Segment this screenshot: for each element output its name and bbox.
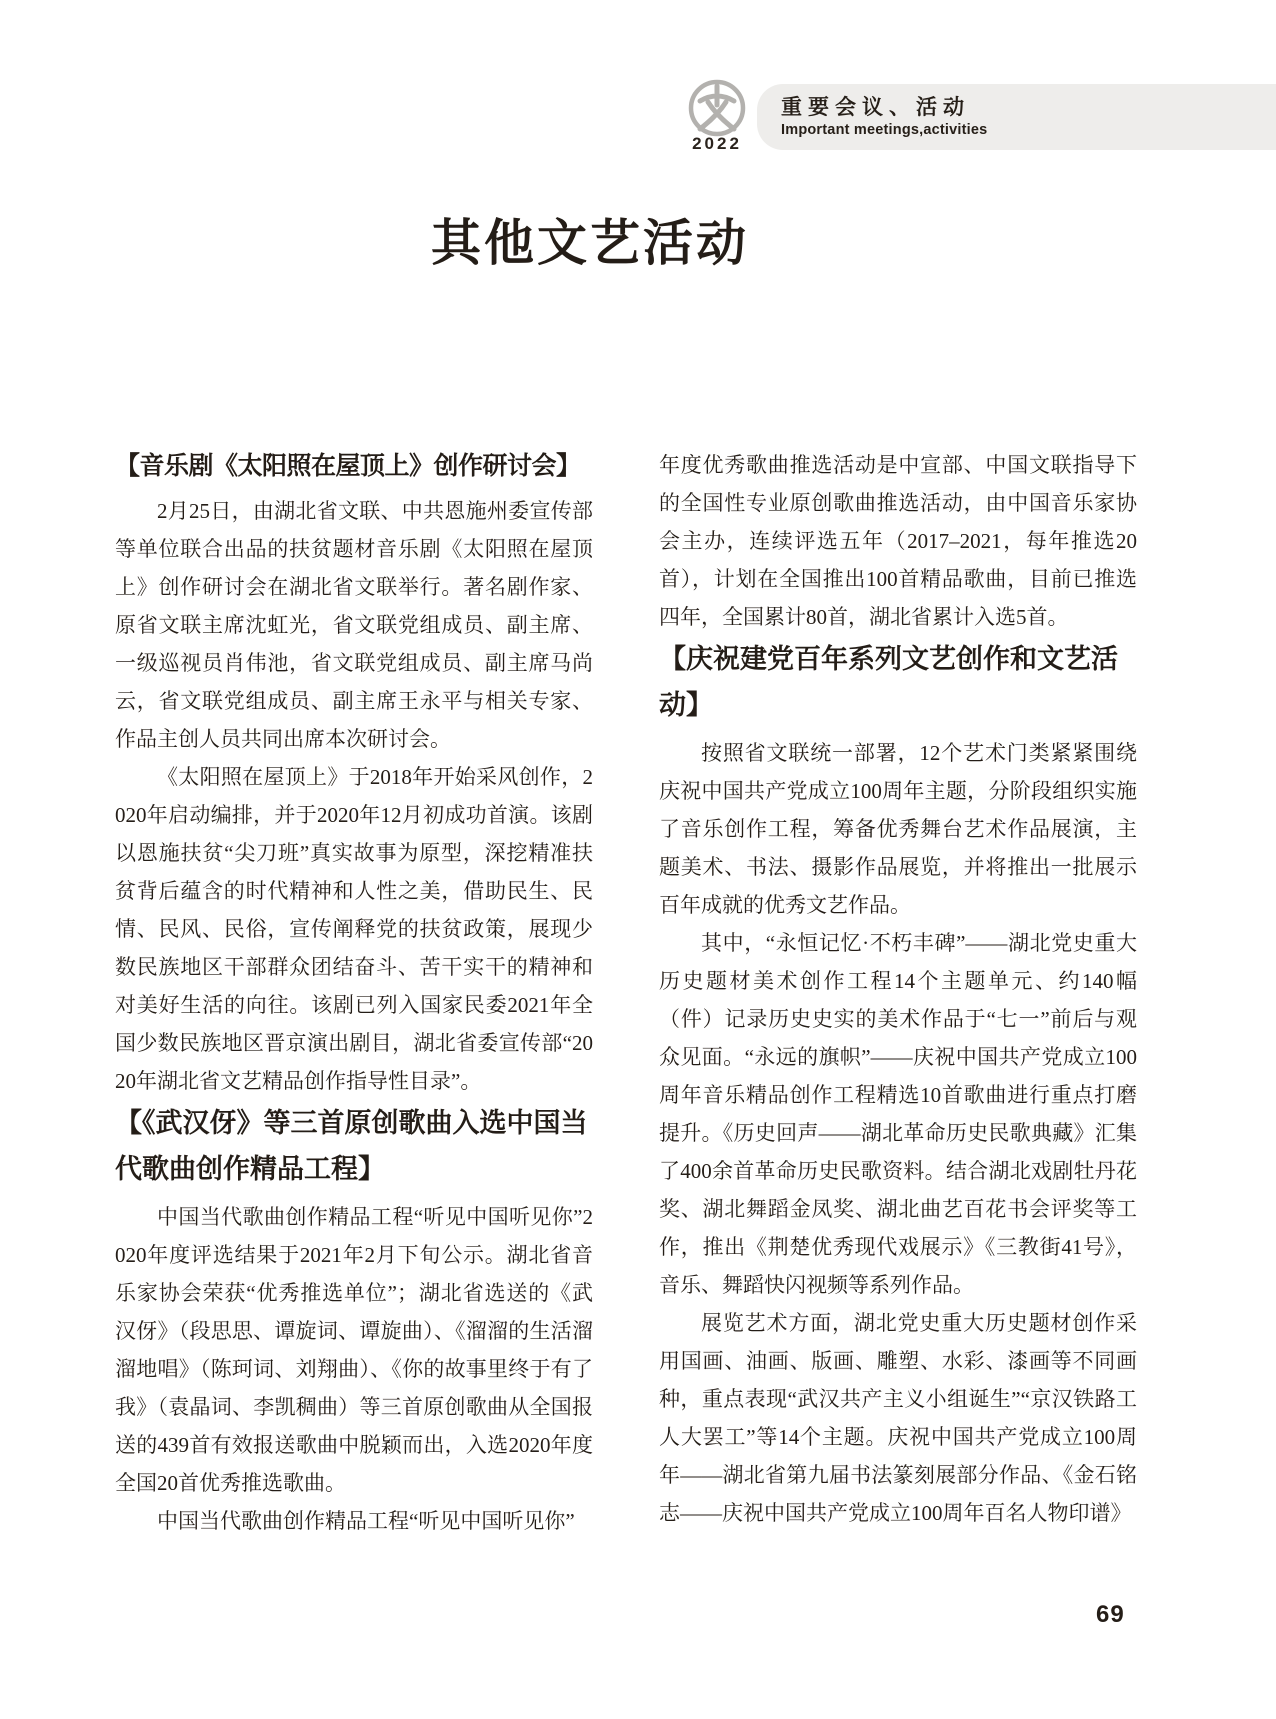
section-heading-party-centenary: 【庆祝建党百年系列文艺创作和文艺活动】 [659, 644, 1118, 720]
page-title: 其他文艺活动 [431, 215, 749, 271]
section-heading-songs-selected: 【《武汉伢》等三首原创歌曲入选中国当代歌曲创作精品工程】 [115, 1108, 588, 1184]
header-category-subtitle: Important meetings,activities [781, 122, 988, 138]
paragraph-continued: 年度优秀歌曲推选活动是中宣部、中国文联指导下的全国性专业原创歌曲推选活动，由中国音乐家协会主办，连续评选五年（2017–2021，每年推选20首），计划在全国推出100首精品歌曲，目前已推选四年，全国累计80首，湖北省累计入选5首。 [659, 453, 1137, 629]
paragraph: 《太阳照在屋顶上》于2018年开始采风创作，2020年启动编排，并于2020年12月初成功首演。该剧以恩施扶贫“尖刀班”真实故事为原型，深挖精准扶贫背后蕴含的时代精神和人性之美，借助民生、民情、民风、民俗，宣传阐释党的扶贫政策，展现少数民族地区干部群众团结奋斗、苦干实干的精神和对美好生活的向往。该剧已列入国家民委2021年全国少数民族地区晋京演出剧目，湖北省委宣传部“2020年湖北省文艺精品创作指导性目录”。 [115, 765, 593, 1093]
paragraph: 2月25日，由湖北省文联、中共恩施州委宣传部等单位联合出品的扶贫题材音乐剧《太阳照在屋顶上》创作研讨会在湖北省文联举行。著名剧作家、原省文联主席沈虹光，省文联党组成员、副主席、一级巡视员肖伟池，省文联党组成员、副主席马尚云，省文联党组成员、副主席王永平与相关专家、作品主创人员共同出席本次研讨会。 [115, 499, 593, 751]
page-number: 69 [1096, 1601, 1125, 1628]
header-year: 2022 [692, 134, 742, 153]
header-category-badge [757, 84, 1276, 150]
paragraph: 中国当代歌曲创作精品工程“听见中国听见你”2020年度评选结果于2021年2月下旬公示。湖北省音乐家协会荣获“优秀推选单位”；湖北省选送的《武汉伢》（段思思、谭旋词、谭旋曲）、《溜溜的生活溜溜地唱》（陈珂词、刘翔曲）、《你的故事里终于有了我》（袁晶词、李凯稠曲）等三首原创歌曲从全国报送的439首有效报送歌曲中脱颖而出，入选2020年度全国20首优秀推选歌曲。 [115, 1205, 593, 1495]
wenlian-emblem-icon [687, 78, 747, 138]
header-category-title: 重要会议、活动 [781, 96, 970, 119]
left-column [115, 446, 593, 1540]
section-heading-musical-symposium: 【音乐剧《太阳照在屋顶上》创作研讨会】 [115, 452, 581, 480]
paragraph: 其中，“永恒记忆·不朽丰碑”——湖北党史重大历史题材美术创作工程14个主题单元、约140幅（件）记录历史史实的美术作品于“七一”前后与观众见面。“永远的旗帜”——庆祝中国共产党成立100周年音乐精品创作工程精选10首歌曲进行重点打磨提升。《历史回声——湖北革命历史民歌典藏》汇集了400余首革命历史民歌资料。结合湖北戏剧牡丹花奖、湖北舞蹈金凤奖、湖北曲艺百花书会评奖等工作，推出《荆楚优秀现代戏展示》《三教街41号》，音乐、舞蹈快闪视频等系列作品。 [659, 931, 1137, 1297]
paragraph: 按照省文联统一部署，12个艺术门类紧紧围绕庆祝中国共产党成立100周年主题，分阶段组织实施了音乐创作工程，筹备优秀舞台艺术作品展演，主题美术、书法、摄影作品展览，并将推出一批展示百年成就的优秀文艺作品。 [659, 741, 1137, 917]
right-column [659, 446, 1137, 1532]
paragraph: 中国当代歌曲创作精品工程“听见中国听见你” [157, 1509, 575, 1533]
paragraph: 展览艺术方面，湖北党史重大历史题材创作采用国画、油画、版画、雕塑、水彩、漆画等不同画种，重点表现“武汉共产主义小组诞生”“京汉铁路工人大罢工”等14个主题。庆祝中国共产党成立100周年——湖北省第九届书法篆刻展部分作品、《金石铭志——庆祝中国共产党成立100周年百名人物印谱》 [659, 1311, 1137, 1525]
